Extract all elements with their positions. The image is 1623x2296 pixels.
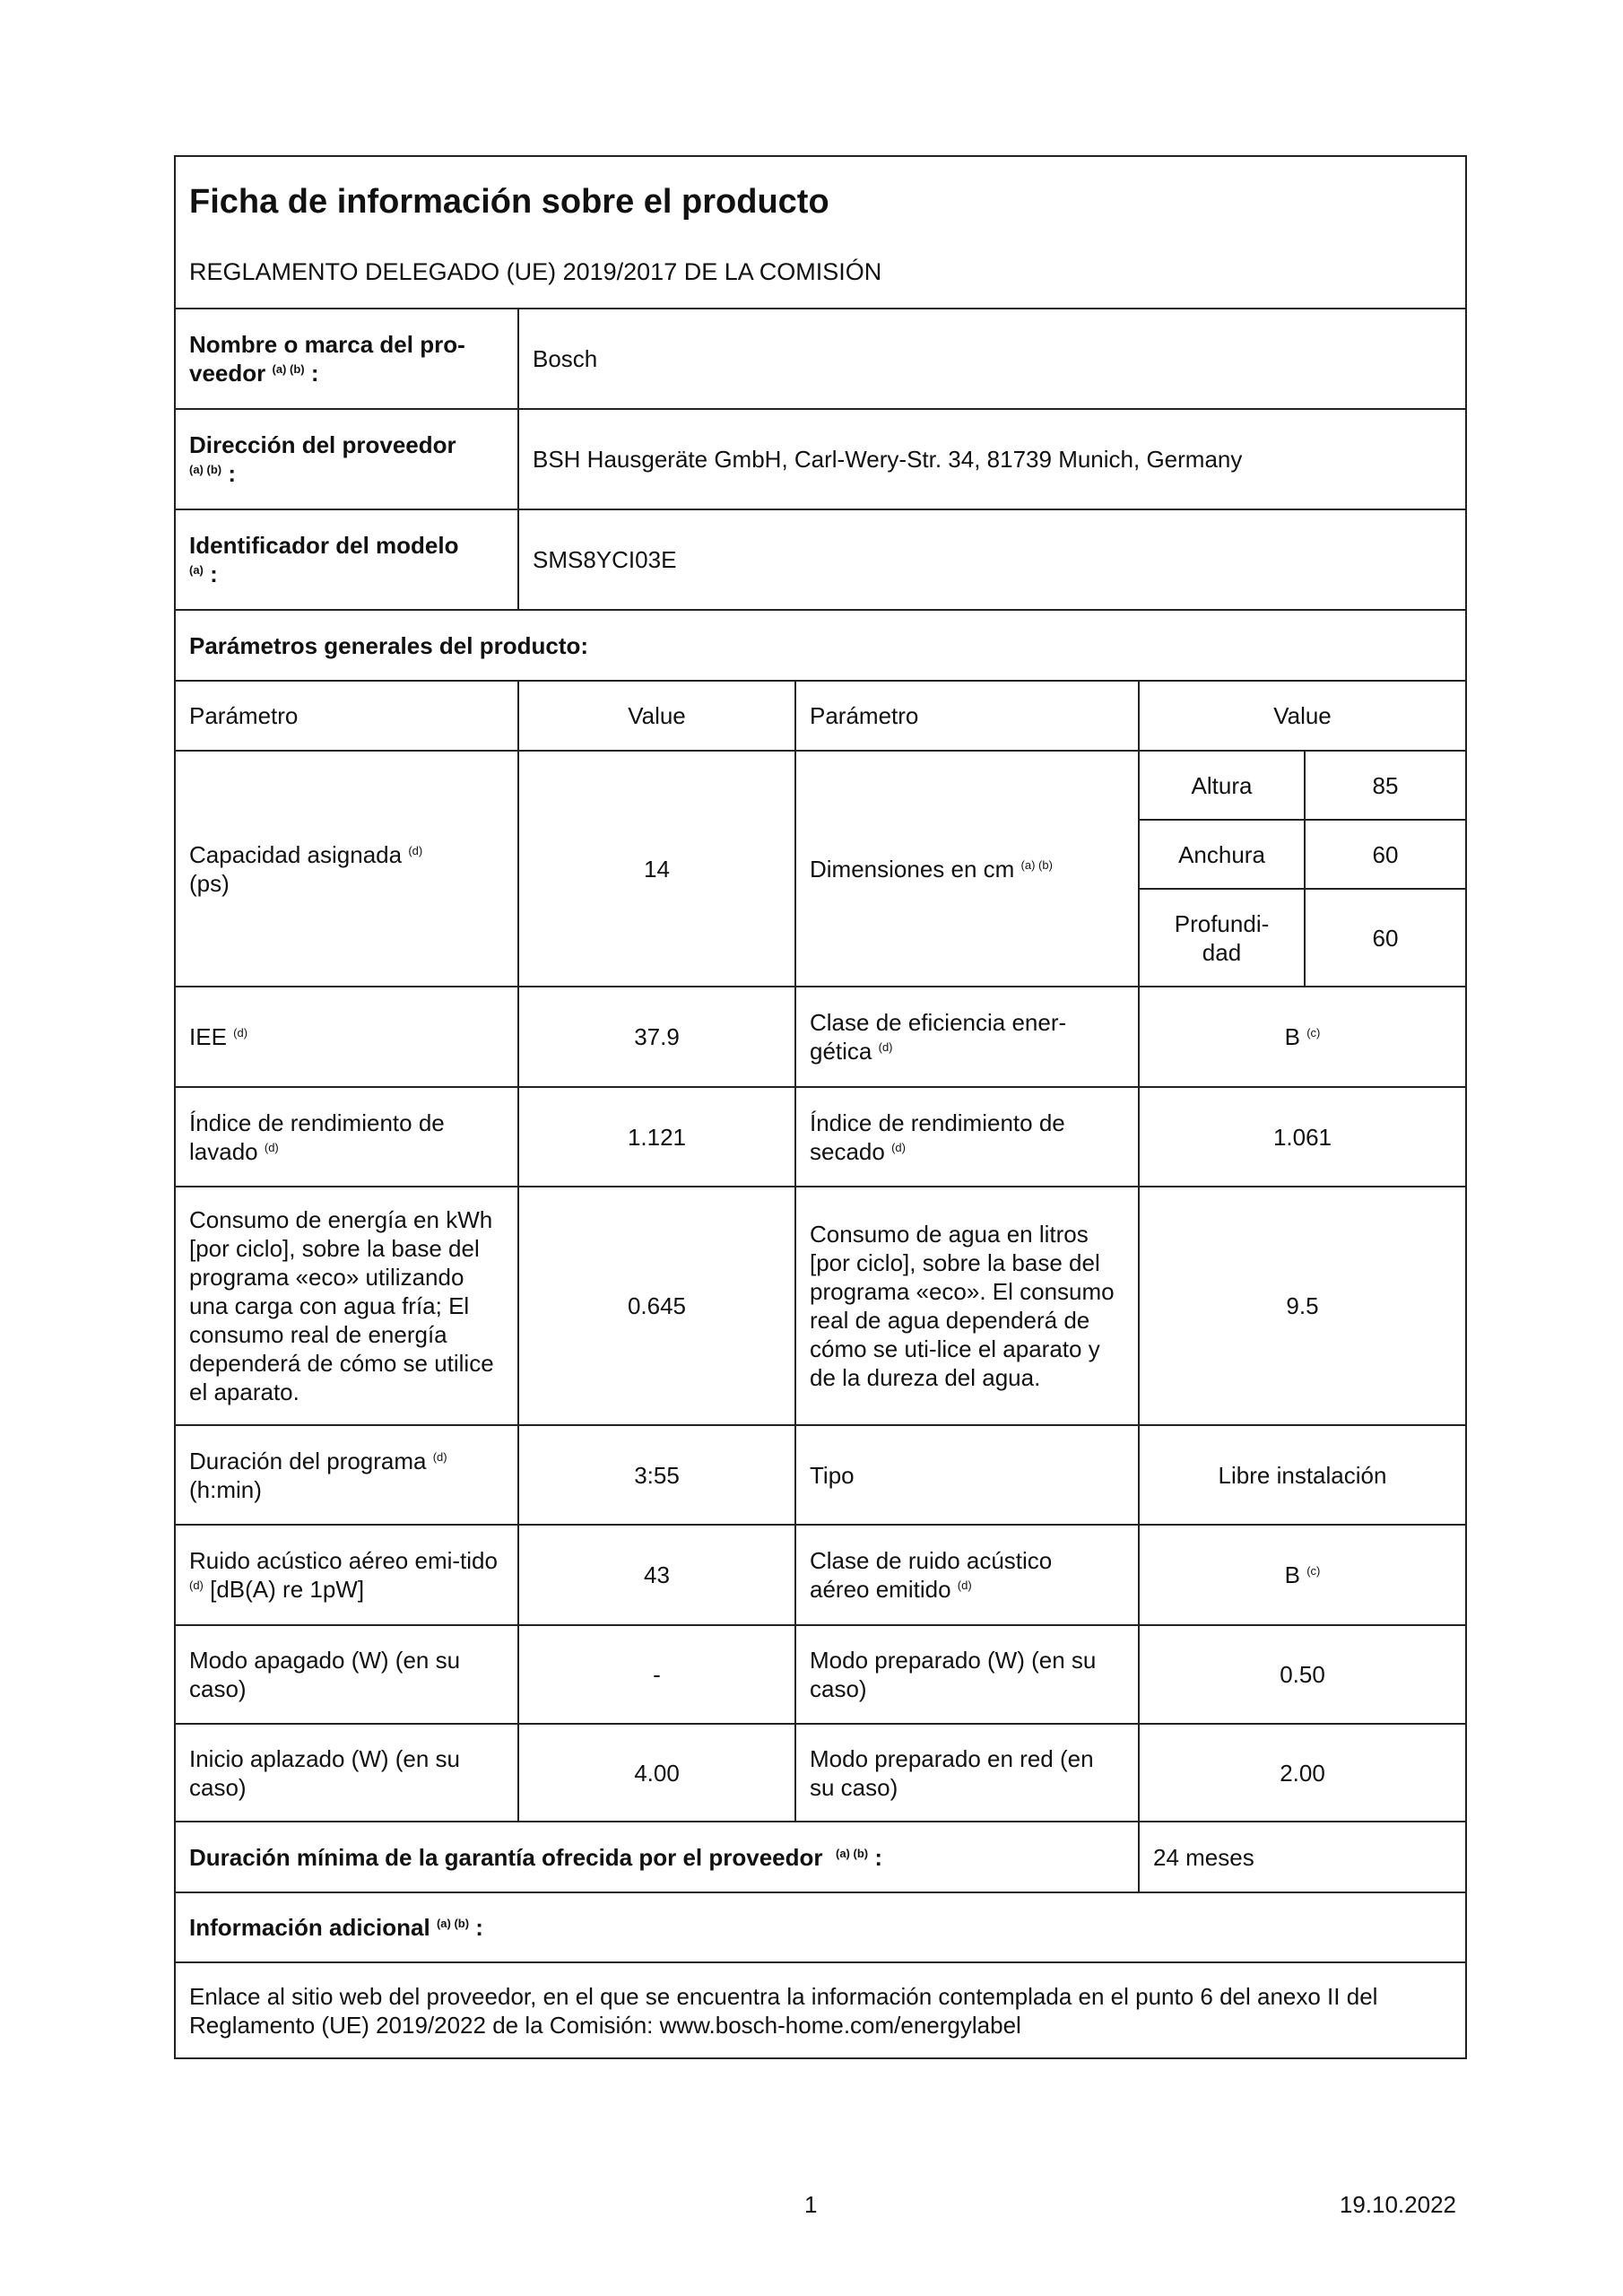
page-number: 1 — [804, 2191, 818, 2218]
value-text: 0.50 — [1280, 1661, 1325, 1688]
value-text: 4.00 — [634, 1759, 680, 1787]
unit-text: [dB(A) re 1pW] — [210, 1576, 365, 1603]
general-parameters-heading — [174, 609, 1467, 682]
footnote-ref: (c) — [1306, 1026, 1321, 1039]
label-text: Tipo — [810, 1461, 855, 1489]
energy-consumption-label — [174, 1186, 519, 1426]
document-date: 19.10.2022 — [1339, 2191, 1456, 2218]
program-duration-value — [517, 1424, 796, 1526]
unit-text: (ps) — [189, 869, 230, 897]
label-text: Altura — [1191, 771, 1253, 799]
footnote-ref: (a) (b) — [835, 1846, 869, 1860]
energy-class-value — [1138, 986, 1467, 1088]
noise-emission-value — [517, 1524, 796, 1626]
footnote-ref: (a) (b) — [436, 1917, 470, 1930]
type-label — [794, 1424, 1140, 1526]
footnote-ref: (d) — [432, 1449, 447, 1464]
footnote-ref: (a) (b) — [272, 362, 305, 376]
value-text: 1.061 — [1272, 1123, 1332, 1151]
label-text: Profundi-dad — [1174, 909, 1270, 966]
value-text: B — [1284, 1023, 1300, 1050]
footnote-ref: (d) — [891, 1140, 906, 1154]
warranty-value — [1138, 1821, 1467, 1893]
value-text: 0.645 — [627, 1292, 687, 1319]
footnote-ref: (a) — [189, 563, 204, 577]
footnote-ref: (c) — [1306, 1564, 1321, 1578]
off-mode-label — [174, 1624, 519, 1725]
network-standby-label — [794, 1723, 1140, 1822]
label-text: Nombre o marca del pro-veedor — [189, 331, 465, 387]
page-title: Ficha de información sobre el producto — [189, 183, 829, 221]
label-text: Capacidad asignada — [189, 840, 403, 868]
value-text: Bosch — [533, 345, 598, 372]
additional-info-heading — [174, 1892, 1467, 1963]
capacity-label — [174, 750, 519, 987]
noise-class-label — [794, 1524, 1140, 1626]
footnote-ref: (a) (b) — [189, 463, 222, 476]
energy-consumption-value — [517, 1186, 796, 1426]
label-text: Ruido acústico aéreo emi-tido — [189, 1547, 498, 1574]
label-text: Inicio aplazado (W) (en su caso) — [189, 1744, 461, 1801]
value-text: 37.9 — [634, 1023, 680, 1050]
value-text: 9.5 — [1286, 1292, 1319, 1319]
footnote-ref: (d) — [264, 1140, 279, 1154]
standby-mode-value — [1138, 1624, 1467, 1725]
dimension-height-value — [1304, 750, 1467, 821]
dimension-height-label — [1138, 750, 1306, 821]
value-text: 60 — [1372, 924, 1399, 952]
delay-start-value — [517, 1723, 796, 1822]
drying-index-value — [1138, 1086, 1467, 1187]
colon: : — [874, 1843, 882, 1871]
label-text: Índice de rendimiento de lavado — [189, 1109, 445, 1165]
network-standby-value — [1138, 1723, 1467, 1822]
label-text: Consumo de agua en litros [por ciclo], sobre la base del programa «eco». El consumo real de agua dependerá de cómo se uti-lice el aparato y de la dureza del agua. — [810, 1221, 1115, 1391]
footnote-ref: (d) — [878, 1040, 893, 1054]
label-text: Clase de ruido acústico aéreo emitido — [810, 1547, 1053, 1603]
value-text: Libre instalación — [1218, 1461, 1387, 1489]
label-text: Duración del programa — [189, 1447, 427, 1474]
dimension-width-value — [1304, 819, 1467, 890]
supplier-address-label — [174, 408, 519, 510]
dimensions-label — [794, 750, 1140, 987]
value-text: 2.00 — [1280, 1759, 1325, 1787]
off-mode-value — [517, 1624, 796, 1725]
section-title: Parámetros generales del producto: — [189, 631, 589, 659]
label-text: Información adicional — [189, 1914, 430, 1941]
iee-value — [517, 986, 796, 1088]
value-text: 3:55 — [634, 1461, 680, 1489]
header-text: Value — [628, 702, 686, 729]
capacity-value — [517, 750, 796, 987]
colon: : — [228, 460, 237, 487]
footnote-ref: (d) — [189, 1578, 204, 1592]
washing-index-label — [174, 1086, 519, 1187]
value-text: 24 meses — [1153, 1843, 1254, 1871]
supplier-address-value — [517, 408, 1467, 510]
value-text: 60 — [1372, 840, 1399, 868]
label-text: Índice de rendimiento de secado — [810, 1109, 1065, 1165]
label-text: Dimensiones en cm — [810, 855, 1015, 883]
label-text: IEE — [189, 1023, 227, 1050]
value-text: - — [653, 1661, 661, 1688]
column-header-parameter-1 — [174, 680, 519, 752]
footnote-ref: (d) — [233, 1026, 248, 1039]
header-text: Parámetro — [189, 702, 299, 729]
footnote-ref: (d) — [957, 1578, 972, 1592]
type-value — [1138, 1424, 1467, 1526]
value-text: 43 — [644, 1561, 670, 1588]
label-text: Modo apagado (W) (en su caso) — [189, 1647, 461, 1702]
label-text: Anchura — [1178, 840, 1265, 868]
label-text: Dirección del proveedor — [189, 431, 456, 458]
header-text: Value — [1273, 702, 1332, 729]
program-duration-label — [174, 1424, 519, 1526]
water-consumption-label — [794, 1186, 1140, 1426]
footnote-ref: (d) — [408, 843, 423, 857]
header-text: Parámetro — [810, 702, 919, 729]
warranty-label — [174, 1821, 1140, 1893]
noise-emission-label — [174, 1524, 519, 1626]
iee-label — [174, 986, 519, 1088]
value-text: 85 — [1372, 771, 1399, 799]
info-link-text: Enlace al sitio web del proveedor, en el que se encuentra la información contemplada en el punto 6 del anexo II del Reglamento (UE) 2019/2022 de la Comisión: www.bosch-home.com/energylabel — [189, 1982, 1378, 2039]
value-text: BSH Hausgeräte GmbH, Carl-Wery-Str. 34, 81739 Munich, Germany — [533, 446, 1243, 473]
additional-info-text — [174, 1961, 1467, 2059]
delay-start-label — [174, 1723, 519, 1822]
label-text: Duración mínima de la garantía ofrecida por el proveedor — [189, 1843, 823, 1871]
label-text: Identificador del modelo — [189, 532, 459, 559]
drying-index-label — [794, 1086, 1140, 1187]
supplier-name-label — [174, 308, 519, 410]
colon: : — [310, 360, 319, 387]
colon: : — [475, 1914, 483, 1941]
column-header-value-1 — [517, 680, 796, 752]
model-identifier-label — [174, 509, 519, 611]
footnote-ref: (a) (b) — [1020, 857, 1053, 872]
water-consumption-value — [1138, 1186, 1467, 1426]
column-header-parameter-2 — [794, 680, 1140, 752]
standby-mode-label — [794, 1624, 1140, 1725]
dimension-depth-label — [1138, 888, 1306, 987]
unit-text: (h:min) — [189, 1475, 262, 1503]
energy-class-label — [794, 986, 1140, 1088]
supplier-name-value — [517, 308, 1467, 410]
column-header-value-2 — [1138, 680, 1467, 752]
label-text: Consumo de energía en kWh [por ciclo], sobre la base del programa «eco» utilizando una carga con agua fría; El consumo real de energía dependerá de cómo se utilice el aparato. — [189, 1206, 494, 1405]
label-text: Clase de eficiencia ener-gética — [810, 1009, 1067, 1065]
washing-index-value — [517, 1086, 796, 1187]
dimension-width-label — [1138, 819, 1306, 890]
value-text: 14 — [644, 855, 670, 883]
value-text: SMS8YCI03E — [533, 546, 677, 573]
colon: : — [210, 561, 218, 587]
value-text: 1.121 — [627, 1123, 687, 1151]
noise-class-value — [1138, 1524, 1467, 1626]
dimension-depth-value — [1304, 888, 1467, 987]
label-text: Modo preparado en red (en su caso) — [810, 1744, 1094, 1801]
regulation-subtitle: REGLAMENTO DELEGADO (UE) 2019/2017 DE LA COMISIÓN — [189, 258, 882, 285]
model-identifier-value — [517, 509, 1467, 611]
document-header — [174, 155, 1467, 309]
label-text: Modo preparado (W) (en su caso) — [810, 1647, 1097, 1702]
value-text: B — [1284, 1561, 1300, 1588]
